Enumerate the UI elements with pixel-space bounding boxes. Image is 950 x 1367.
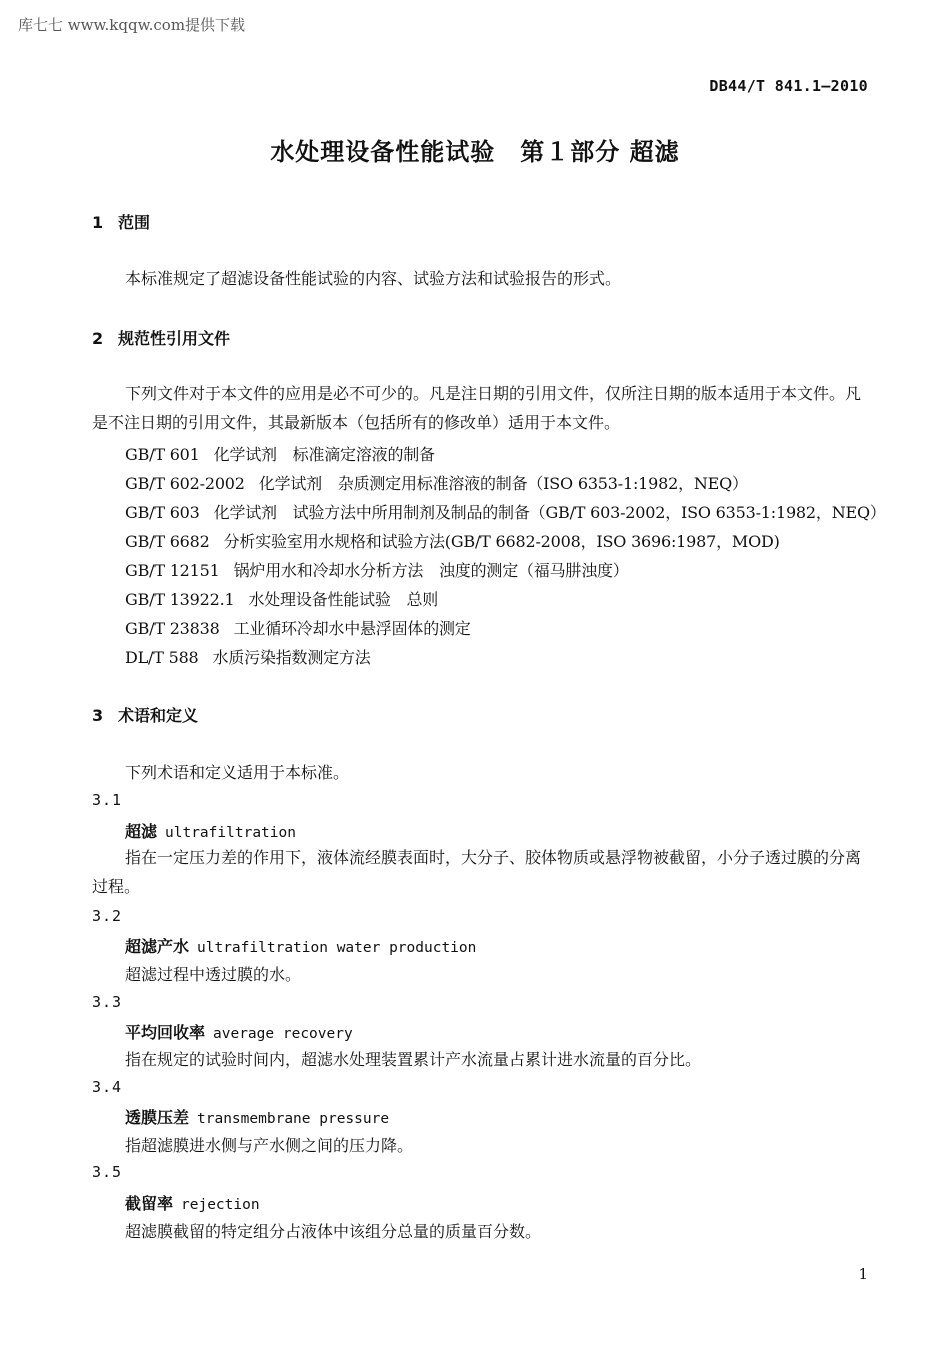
- reference-code: GB/T 602-2002: [125, 474, 245, 493]
- term-name-cn: 截留率: [125, 1194, 174, 1213]
- reference-title: 水质污染指数测定方法: [212, 648, 371, 667]
- reference-code: GB/T 6682: [125, 532, 210, 551]
- term-name-cn: 超滤: [125, 822, 158, 841]
- reference-code: GB/T 23838: [125, 619, 220, 638]
- reference-code: DL/T 588: [125, 648, 199, 667]
- term-name: [125, 1105, 389, 1128]
- section-2-heading: [92, 326, 230, 349]
- term-name-en: ultrafiltration: [165, 825, 296, 841]
- reference-title: 锅炉用水和冷却水分析方法 浊度的测定（福马肼浊度）: [233, 561, 629, 580]
- reference-title: 分析实验室用水规格和试验方法(GB/T 6682-2008，ISO 3696:1987，MOD): [223, 532, 780, 551]
- term-name: [125, 1191, 260, 1214]
- watermark-text: 库七七 www.kqqw.com提供下载: [18, 16, 246, 34]
- section-3-title: 术语和定义: [118, 706, 199, 725]
- term-definition: 超滤膜截留的特定组分占液体中该组分总量的质量百分数。: [125, 1222, 542, 1241]
- term-name-cn: 超滤产水: [125, 937, 190, 956]
- term-number: 3.4: [92, 1078, 123, 1096]
- reference-title: 化学试剂 试验方法中所用制剂及制品的制备（GB/T 603-2002，ISO 6353-1:1982，NEQ）: [213, 503, 886, 522]
- term-name-en: ultrafiltration water production: [197, 940, 477, 956]
- reference-title: 化学试剂 杂质测定用标准溶液的制备（ISO 6353-1:1982，NEQ）: [258, 474, 748, 493]
- reference-title: 水处理设备性能试验 总则: [248, 590, 439, 609]
- reference-item: [125, 645, 371, 668]
- section-1-title: 范围: [118, 213, 151, 232]
- document-code: DB44/T 841.1—2010: [709, 77, 868, 95]
- term-name: [125, 819, 296, 842]
- reference-item: [125, 471, 748, 494]
- section-1-number: 1: [92, 213, 104, 232]
- section-3-number: 3: [92, 706, 104, 725]
- term-name-cn: 透膜压差: [125, 1108, 190, 1127]
- reference-item: [125, 500, 886, 523]
- term-definition: 超滤过程中透过膜的水。: [125, 965, 302, 984]
- page-number: 1: [858, 1265, 868, 1283]
- term-number: 3.5: [92, 1163, 123, 1181]
- term-name-en: average recovery: [213, 1026, 353, 1042]
- reference-code: GB/T 12151: [125, 561, 220, 580]
- section-1-text: 本标准规定了超滤设备性能试验的内容、试验方法和试验报告的形式。: [125, 269, 622, 288]
- reference-item: [125, 616, 471, 639]
- reference-item: [125, 442, 435, 465]
- term-definition: 指在一定压力差的作用下，液体流经膜表面时，大分子、胶体物质或悬浮物被截留，小分子透过膜的分离过程。: [92, 848, 862, 896]
- reference-title: 化学试剂 标准滴定溶液的制备: [213, 445, 435, 464]
- term-name-en: transmembrane pressure: [197, 1111, 390, 1127]
- reference-item: [125, 558, 629, 581]
- reference-item: [125, 529, 780, 552]
- reference-title: 工业循环冷却水中悬浮固体的测定: [233, 619, 471, 638]
- section-2-title: 规范性引用文件: [118, 329, 231, 348]
- term-name-en: rejection: [181, 1197, 260, 1213]
- reference-code: GB/T 601: [125, 445, 200, 464]
- reference-item: [125, 587, 438, 610]
- section-2-intro: 下列文件对于本文件的应用是必不可少的。凡是注日期的引用文件，仅所注日期的版本适用于本文件。凡是不注日期的引用文件，其最新版本（包括所有的修改单）适用于本文件。: [92, 384, 862, 432]
- section-1-heading: [92, 210, 150, 233]
- term-number: 3.3: [92, 993, 123, 1011]
- term-definition: 指在规定的试验时间内，超滤水处理装置累计产水流量占累计进水流量的百分比。: [125, 1050, 702, 1069]
- document-title: 水处理设备性能试验 第１部分 超滤: [270, 138, 680, 166]
- section-2-number: 2: [92, 329, 104, 348]
- term-number: 3.1: [92, 791, 123, 809]
- term-definition: 指超滤膜进水侧与产水侧之间的压力降。: [125, 1136, 414, 1155]
- reference-code: GB/T 603: [125, 503, 200, 522]
- section-3-heading: [92, 703, 198, 726]
- reference-code: GB/T 13922.1: [125, 590, 235, 609]
- section-3-intro: 下列术语和定义适用于本标准。: [125, 763, 350, 782]
- term-number: 3.2: [92, 907, 123, 925]
- term-name: [125, 934, 476, 957]
- term-name-cn: 平均回收率: [125, 1023, 206, 1042]
- term-name: [125, 1020, 353, 1043]
